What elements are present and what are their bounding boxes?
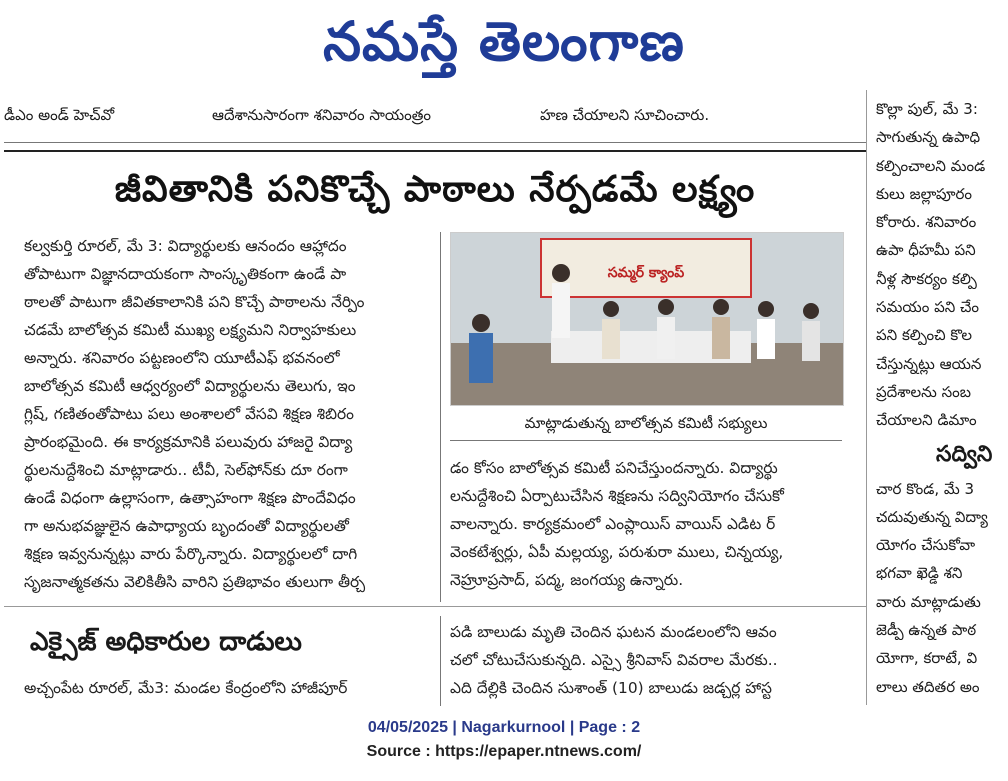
headline-box bbox=[4, 150, 866, 230]
second-article-column-1 bbox=[24, 674, 434, 702]
right-column-line: కోరారు. శనివారం bbox=[876, 213, 977, 232]
right-column-line: చేస్తున్నట్లు ఆయన bbox=[876, 354, 982, 373]
article-text-line: శిక్షణ ఇవ్వనున్నట్లు వారు పేర్కొన్నారు. విద్యార్థులలో దాగి bbox=[24, 545, 358, 563]
article-text-line: పడి బాలుడు మృతి చెందిన ఘటన మండలంలోని ఆవం bbox=[450, 623, 777, 641]
article-text-line: గ్లిష్, గణితంతోపాటు పలు అంశాలలో వేసవి శిక్షణ శిబిరం bbox=[24, 405, 354, 423]
right-column-line: కల్పించాలని మండ bbox=[876, 156, 986, 175]
right-column-line: సమయం పని చేం bbox=[876, 298, 980, 317]
article-text-line: అచ్చంపేట రూరల్, మే3: మండల కేంద్రంలోని హాజీపూర్ bbox=[24, 679, 348, 697]
article-text-line: ఉండే విధంగా ఉల్లాసంగా, ఉత్సాహంగా శిక్షణ పొందేవిధం bbox=[24, 489, 356, 507]
article-headline: జీవితానికి పనికొచ్చే పాఠాలు నేర్పడమే లక్ష్యం bbox=[114, 169, 756, 210]
divider bbox=[4, 142, 866, 143]
article-text-line: అన్నారు. శనివారం పట్టణంలోని యూటీఎఫ్ భవనంలో bbox=[24, 349, 340, 367]
right-column-line: జెడ్పీ ఉన్నత పాఠ bbox=[876, 621, 977, 640]
article-text-line: బాలోత్సవ కమిటీ ఆధ్వర్యంలో విద్యార్థులను తెలుగు, ఇం bbox=[24, 377, 356, 395]
right-column-line: చేయాలని డిమాం bbox=[876, 411, 977, 430]
article-text-line: ప్రారంభమైంది. ఈ కార్యక్రమానికి పలువురు హాజరై విద్యా bbox=[24, 433, 353, 451]
right-column-line: నీళ్ల సౌకర్యం కల్పి bbox=[876, 269, 977, 288]
right-column-line: చార కొండ, మే 3 bbox=[876, 479, 975, 498]
masthead bbox=[0, 0, 1008, 88]
article-text-line: వెంకటేశ్వర్లు, ఏపీ మల్లయ్య, పరుశురా ములు, చిన్నయ్య, bbox=[450, 543, 784, 561]
article-text-line: వాలన్నారు. కార్యక్రమంలో ఎంప్లాయిస్ వాయిస్ ఎడిట ర్ bbox=[450, 515, 776, 533]
right-column-line: కొల్లా పుల్, మే 3: bbox=[876, 100, 978, 118]
photo-illustration bbox=[451, 233, 843, 405]
right-column-line: యోగా, కరాటే, వి bbox=[876, 649, 978, 668]
second-article-headline: ఎక్సైజ్ అధికారుల దాడులు bbox=[30, 627, 302, 657]
strip-left-text: డీఎం అండ్ హెచ్‌వో bbox=[4, 106, 115, 124]
article-column-1 bbox=[24, 232, 434, 596]
second-article-column-2 bbox=[450, 618, 850, 702]
article-text-line: ర్థులనుద్దేశించి మాట్లాడారు.. టీవీ, సెల్‌ఫోన్‌కు దూ రంగా bbox=[24, 461, 348, 479]
article-text-line: ఎది దేల్లికి చెందిన సుశాంత్ (10) బాలుడు జడ్చర్ల హాస్ట bbox=[450, 679, 772, 697]
footer bbox=[0, 716, 1008, 764]
newspaper-title: నమస్తే తెలంగాణ bbox=[323, 10, 685, 73]
right-column-line: పని కల్పించి కొల bbox=[876, 326, 973, 345]
banner-text: సమ్మర్ క్యాంప్ bbox=[607, 265, 685, 281]
article-text-line: ఠాలతో పాటుగా జీవితకాలానికి పని కొచ్చే పాఠాలను నేర్పిం bbox=[24, 293, 365, 311]
article-text-line: చడమే బాలోత్సవ కమిటీ ముఖ్య లక్ష్యమని నిర్వాహకులు bbox=[24, 321, 357, 339]
column-divider bbox=[440, 616, 441, 706]
right-column-line: భగవా ఖెడ్డి శని bbox=[876, 564, 963, 583]
right-column-line: వారు మాట్లాడుతు bbox=[876, 592, 981, 611]
article-photo bbox=[450, 232, 844, 406]
right-column-line: చదువుతున్న విద్యా bbox=[876, 507, 988, 526]
right-column-heading: సద్విని bbox=[936, 441, 993, 467]
article-text-line: కల్వకుర్తి రూరల్, మే 3: విద్యార్థులకు ఆనందం ఆహ్లాదం bbox=[24, 237, 347, 255]
article-column-2 bbox=[450, 454, 850, 594]
divider bbox=[4, 606, 866, 607]
column-divider bbox=[866, 90, 867, 705]
right-column bbox=[876, 95, 1008, 705]
right-column-line: సాగుతున్న ఉపాధి bbox=[876, 128, 981, 147]
article-text-line: నెహ్రూప్రసాద్, పద్మ, జంగయ్య ఉన్నారు. bbox=[450, 571, 684, 589]
right-column-line: కులు జల్లాపూరం bbox=[876, 184, 972, 203]
article-text-line: చలో చోటుచేసుకున్నది. ఎస్సై శ్రీనివాస్ వివరాల మేరకు.. bbox=[450, 651, 778, 669]
article-text-line: సృజనాత్మకతను వెలికితీసి వారిని ప్రతిభావం తులుగా తీర్చ bbox=[24, 573, 366, 591]
column-divider bbox=[440, 232, 441, 602]
article-text-line: డం కోసం బాలోత్సవ కమిటీ పనిచేస్తుందన్నారు. విద్యార్థు bbox=[450, 459, 778, 477]
footer-source-line: Source : https://epaper.ntnews.com/ bbox=[366, 743, 642, 760]
photo-caption: మాట్లాడుతున్న బాలోత్సవ కమిటీ సభ్యులు bbox=[450, 406, 842, 441]
strip-right-text: హణ చేయాలని సూచించారు. bbox=[540, 106, 710, 124]
article-text-line: గా అనుభవజ్ఞులైన ఉపాధ్యాయ బృందంతో విద్యార్థులతో bbox=[24, 517, 349, 535]
article-text-line: లనుద్దేశించి ఏర్పాటుచేసిన శిక్షణను సద్వినియోగం చేసుకో bbox=[450, 487, 784, 505]
right-column-line: యోగం చేసుకోవా bbox=[876, 536, 976, 555]
strip-middle-text: ఆదేశానుసారంగా శనివారం సాయంత్రం bbox=[212, 106, 431, 124]
right-column-line: ప్రదేశాలను సంబ bbox=[876, 382, 971, 401]
article-text-line: తోపాటుగా విజ్ఞానదాయకంగా సాంస్కృతికంగా ఉండే పా bbox=[24, 265, 347, 283]
footer-date-line: 04/05/2025 | Nagarkurnool | Page : 2 bbox=[367, 719, 641, 736]
right-column-line: ఉపా ధీహమీ పని bbox=[876, 241, 976, 260]
right-column-line: లాలు తదితర అం bbox=[876, 677, 980, 696]
